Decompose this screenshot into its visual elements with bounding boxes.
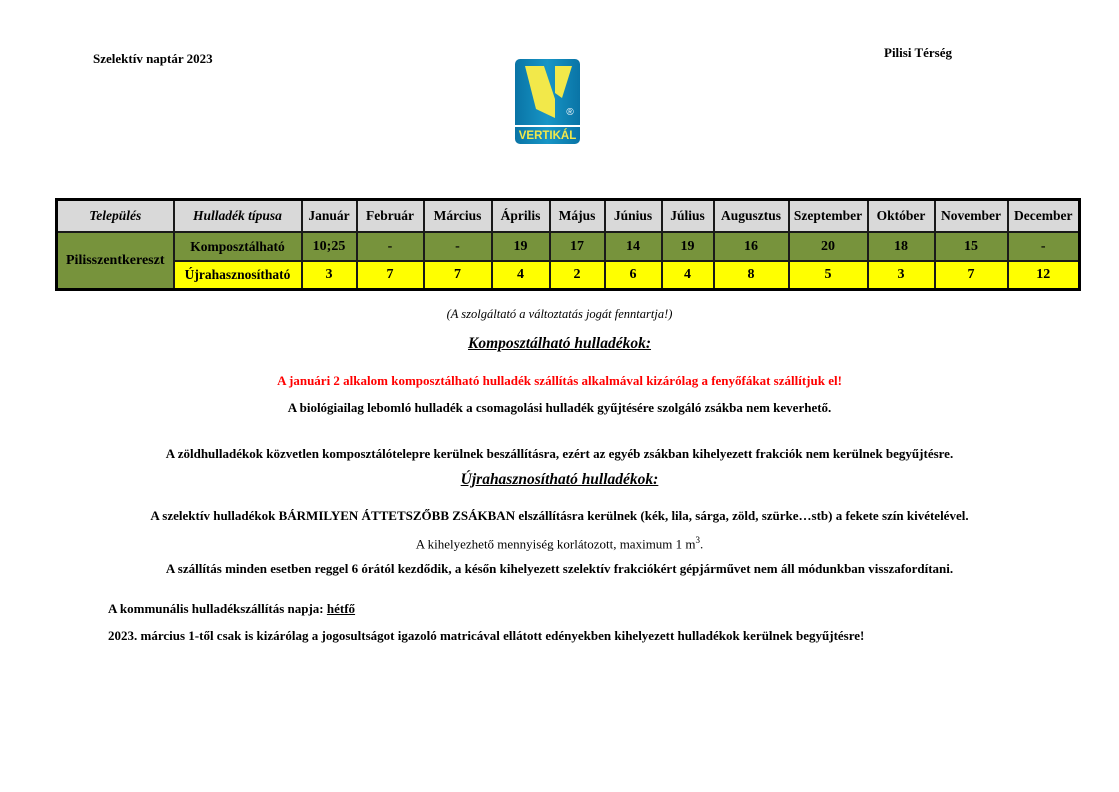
compost-value-cell: 20 (789, 232, 868, 261)
col-header-oktober: Október (868, 200, 935, 233)
compost-value-cell: 19 (492, 232, 550, 261)
col-header-aprilis: Április (492, 200, 550, 233)
compost-value-cell: - (357, 232, 424, 261)
recycle-row (57, 261, 1080, 290)
col-header-szeptember: Szeptember (789, 200, 868, 233)
recycle-value-cell: 2 (550, 261, 605, 290)
compost-value-cell: 10;25 (302, 232, 357, 261)
compost-value-cell: 17 (550, 232, 605, 261)
compost-note-1: A biológiailag lebomló hulladék a csomagolási hulladék gyűjtésére szolgáló zsákba nem keverhető. (287, 400, 832, 415)
recycle-value-cell: 3 (302, 261, 357, 290)
communal-day-line (108, 601, 355, 617)
recycle-section-heading: Újrahasznosítható hulladékok: (460, 471, 659, 488)
settlement-cell: Pilisszentkereszt (57, 232, 174, 290)
col-header-hulladek-tipusa: Hulladék típusa (174, 200, 302, 233)
recycle-limit-note (0, 535, 1119, 552)
col-header-junius: Június (605, 200, 662, 233)
recycle-limit-suffix: . (700, 536, 704, 552)
col-header-november: November (935, 200, 1008, 233)
col-header-julius: Július (662, 200, 714, 233)
compost-value-cell: 18 (868, 232, 935, 261)
logo-divider (515, 125, 580, 127)
disclaimer-text: (A szolgáltató a változtatás jogát fenntartja!) (446, 307, 673, 321)
recycle-value-cell: 7 (424, 261, 492, 290)
col-header-februar: Február (357, 200, 424, 233)
recycle-value-cell: 6 (605, 261, 662, 290)
col-header-telepules: Település (57, 200, 174, 233)
recycle-value-cell: 5 (789, 261, 868, 290)
recycle-note-3: A szállítás minden esetben reggel 6 órától kezdődik, a későn kihelyezett szelektív frakciókért gépjárművet nem áll módunkban visszafordítani. (165, 561, 954, 576)
compost-row (57, 232, 1080, 261)
compost-value-cell: - (1008, 232, 1080, 261)
compost-warning-text: A januári 2 alkalom komposztálható hulladék szállítás alkalmával kizárólag a fenyőfákat szállítjuk el! (277, 373, 842, 388)
compost-value-cell: 19 (662, 232, 714, 261)
vertikal-logo (515, 59, 580, 144)
recycle-value-cell: 3 (868, 261, 935, 290)
compost-value-cell: 16 (714, 232, 789, 261)
communal-day-prefix: A kommunális hulladékszállítás napja: (108, 601, 327, 616)
recycle-value-cell: 4 (662, 261, 714, 290)
col-header-marcius: Március (424, 200, 492, 233)
doc-title: Szelektív naptár 2023 (93, 51, 213, 66)
col-header-december: December (1008, 200, 1080, 233)
col-header-augusztus: Augusztus (714, 200, 789, 233)
recycle-note-1: A szelektív hulladékok BÁRMILYEN ÁTTETSZŐBB ZSÁKBAN elszállításra kerülnek (kék, lila, sárga, zöld, szürke…stb) a fekete szín kivételével. (150, 508, 969, 523)
recycle-value-cell: 7 (357, 261, 424, 290)
compost-type-cell: Komposztálható (174, 232, 302, 261)
communal-day-value: hétfő (326, 601, 356, 616)
sticker-note: 2023. március 1-től csak is kizárólag a jogosultságot igazoló matricával ellátott edényekben kihelyezett hulladékok kerülnek begyűjtésre! (108, 628, 865, 643)
compost-section-heading: Komposztálható hulladékok: (467, 335, 652, 352)
recycle-value-cell: 8 (714, 261, 789, 290)
table-header-row (57, 200, 1080, 233)
recycle-limit-superscript: 3 (695, 535, 701, 545)
recycle-value-cell: 4 (492, 261, 550, 290)
registered-mark-icon: ® (566, 107, 574, 118)
col-header-januar: Január (302, 200, 357, 233)
recycle-value-cell: 12 (1008, 261, 1080, 290)
collection-schedule-table (55, 198, 1081, 291)
compost-value-cell: 15 (935, 232, 1008, 261)
recycle-value-cell: 7 (935, 261, 1008, 290)
recycle-type-cell: Újrahasznosítható (174, 261, 302, 290)
logo-brand-text: VERTIKÁL (518, 130, 577, 142)
vertikal-logo-icon (515, 59, 580, 144)
recycle-limit-prefix: A kihelyezhető mennyiség korlátozott, maximum 1 m (415, 536, 696, 552)
compost-note-2: A zöldhulladékok közvetlen komposztálótelepre kerülnek beszállításra, ezért az egyéb zsákban kihelyezett frakciók nem kerülnek begyűjtésre. (165, 446, 954, 461)
col-header-majus: Május (550, 200, 605, 233)
compost-value-cell: 14 (605, 232, 662, 261)
compost-value-cell: - (424, 232, 492, 261)
region-title: Pilisi Térség (884, 45, 953, 60)
